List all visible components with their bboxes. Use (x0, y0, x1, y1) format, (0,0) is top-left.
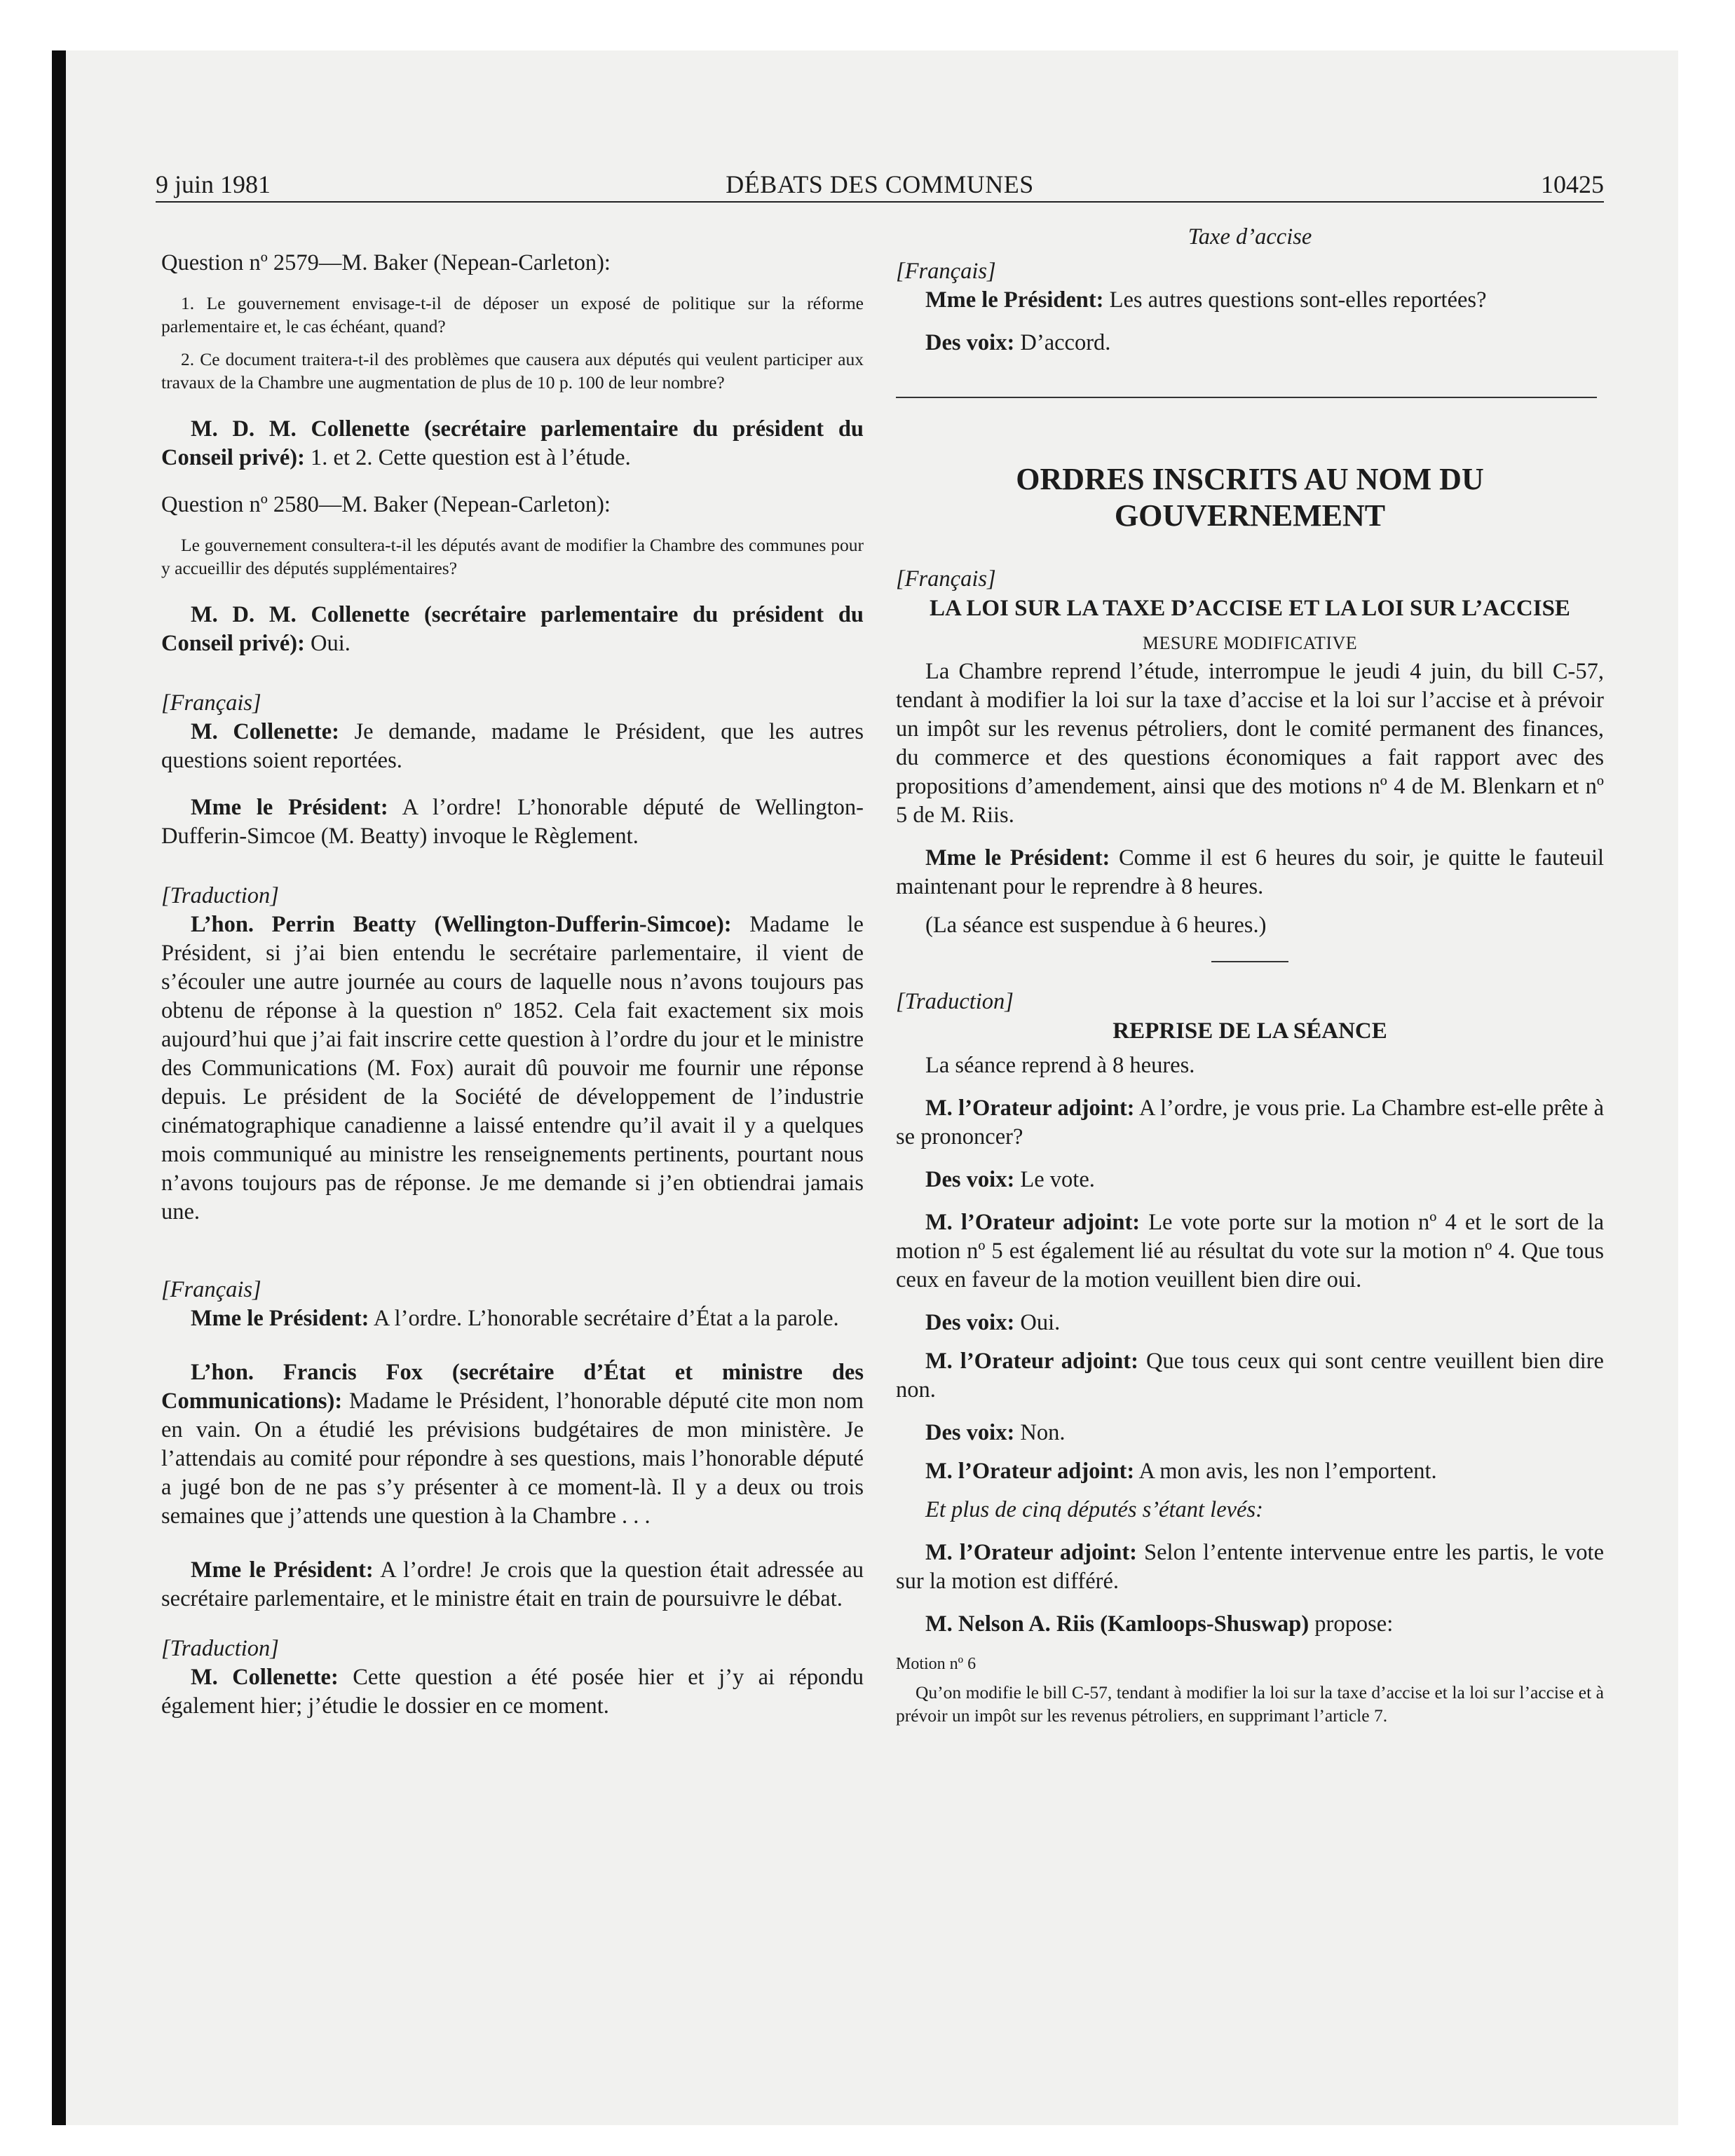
president-ruling-3 (161, 1556, 864, 1613)
language-tag-francais: [Français] (161, 1277, 261, 1302)
scan-edge-strip (52, 50, 66, 2125)
header-title: DÉBATS DES COMMUNES (726, 170, 1034, 198)
motion-text: Qu’on modifie le bill C-57, tendant à modifier la loi sur la taxe d’accise et la loi sur l’accise et à prévoir un impôt sur les revenus pétroliers, en supprimant l’article 7. (896, 1682, 1604, 1726)
deputy-speaker-3 (896, 1347, 1604, 1405)
speaker-name: Mme le Président: (191, 1306, 369, 1331)
page-header (156, 165, 1604, 205)
speaker-name: M. l’Orateur adjoint: (925, 1349, 1138, 1374)
section-divider (896, 397, 1597, 398)
riis-proposal (896, 1610, 1604, 1639)
speaker-name: Mme le Président: (925, 287, 1104, 313)
speech-text: Le vote. (1014, 1167, 1095, 1192)
president-ruling-2 (161, 1304, 864, 1333)
speech-text: D’accord. (1014, 330, 1111, 355)
voices-vote (896, 1166, 1604, 1194)
president-adjourn (896, 844, 1604, 901)
speaker-name: M. l’Orateur adjoint: (925, 1459, 1135, 1484)
speaker-name: Mme le Président: (925, 845, 1110, 871)
question-2579-part2: 2. Ce document traitera-t-il des problèmes que causera aux députés qui veulent participer aux travaux de la Chambre une augmentation de plus de 10 p. 100 de leur nombre? (161, 349, 864, 393)
voices-yes (896, 1309, 1604, 1337)
section-title-ordres: ORDRES INSCRITS AU NOM DU GOUVERNEMENT (1016, 462, 1484, 533)
speech-text: Non. (1014, 1420, 1066, 1445)
collenette-answer-1 (161, 415, 864, 472)
speech-text: Les autres questions sont-elles reportées? (1103, 287, 1487, 313)
running-topic-heading: Taxe d’accise (1188, 224, 1312, 250)
speaker-name: Des voix: (925, 1420, 1015, 1445)
speech-text: 1. et 2. Cette question est à l’étude. (304, 445, 631, 470)
speech-text: Comme il est 6 heures du soir, je quitte le fauteuil maintenant pour le reprendre à 8 heures. (896, 845, 1605, 899)
fox-speech (161, 1358, 864, 1531)
bill-title: LA LOI SUR LA TAXE D’ACCISE ET LA LOI SUR L’ACCISE (930, 596, 1570, 621)
section-title-reprise: REPRISE DE LA SÉANCE (1113, 1018, 1387, 1044)
speech-text: Oui. (304, 631, 351, 656)
speaker-name: Mme le Président: (191, 795, 388, 820)
speaker-name: M. Collenette: (191, 1665, 339, 1690)
language-tag-traduction: [Traduction] (161, 1636, 279, 1661)
beatty-speech (161, 910, 864, 1227)
speaker-name: M. Nelson A. Riis (Kamloops-Shuswap) (925, 1611, 1309, 1637)
deputy-speaker-1 (896, 1094, 1604, 1152)
speaker-name: L’hon. Perrin Beatty (Wellington-Dufferin-Simcoe): (191, 912, 732, 937)
speech-text: A l’ordre! Je crois que la question était adressée au secrétaire parlementaire, et le ministre était en train de poursuivre le débat. (161, 1557, 864, 1611)
language-tag-francais: [Français] (896, 566, 996, 592)
speech-text: Cette question a été posée hier et j’y ai répondu également hier; j’étudie le dossier en ce moment. (161, 1665, 864, 1719)
speech-text: Que tous ceux qui sont centre veuillent bien dire non. (896, 1349, 1604, 1403)
short-divider (1211, 961, 1288, 962)
speech-text: Madame le Président, l’honorable député cite mon nom en vain. On a étudié les prévisions budgétaires de mon ministère. Je l’attendais au comité pour répondre à ses questions, mais l’honorable député a jugé bon de ne pas s’y présenter à ce moment-là. Il y a deux ou trois semaines que j’attends une question à la Chambre . . . (161, 1389, 864, 1529)
header-page-number: 10425 (1541, 170, 1604, 198)
language-tag-francais: [Français] (161, 690, 261, 716)
speech-text: Selon l’entente intervenue entre les partis, le vote sur la motion est différé. (896, 1540, 1604, 1594)
speech-text: A l’ordre! L’honorable député de Wellington-Dufferin-Simcoe (M. Beatty) invoque le Règlement. (161, 795, 864, 849)
speaker-name: M. Collenette: (191, 719, 339, 744)
question-2579-heading: Question nº 2579—M. Baker (Nepean-Carleton): (161, 250, 611, 275)
motion-label: Motion nº 6 (896, 1655, 977, 1673)
speaker-name: M. l’Orateur adjoint: (925, 1210, 1141, 1235)
header-rule (156, 201, 1604, 203)
question-2580-heading: Question nº 2580—M. Baker (Nepean-Carleton): (161, 492, 611, 517)
voices-agree (896, 329, 1604, 357)
speaker-name: Des voix: (925, 1310, 1015, 1335)
speaker-name: M. D. M. Collenette (secrétaire parlementaire du président du Conseil privé): (161, 416, 864, 470)
bill-resumption-text: La Chambre reprend l’étude, interrompue le jeudi 4 juin, du bill C-57, tendant à modifier la loi sur la taxe d’accise et la loi sur l’accise et à prévoir un impôt sur les revenus pétroliers, dont le comité permanent des finances, du commerce et des questions économiques a fait rapport avec des propositions d’amendement, ainsi que des motions nº 4 de M. Blenkarn et nº 5 de M. Riis. (896, 659, 1604, 828)
speaker-name: Des voix: (925, 1167, 1015, 1192)
language-tag-traduction: [Traduction] (896, 989, 1014, 1014)
voices-no (896, 1419, 1604, 1447)
speaker-name: Mme le Président: (191, 1557, 374, 1583)
speech-text: propose: (1309, 1611, 1394, 1637)
left-column (161, 249, 864, 1721)
speech-text: A mon avis, les non l’emportent. (1134, 1459, 1437, 1484)
question-2580-text: Le gouvernement consultera-t-il les députés avant de modifier la Chambre des communes pour y accueillir des députés supplémentaires? (161, 535, 864, 578)
speech-text: A l’ordre. L’honorable secrétaire d’État a la parole. (369, 1306, 839, 1331)
collenette-final-answer (161, 1663, 864, 1721)
collenette-request (161, 718, 864, 775)
deputy-speaker-4 (896, 1457, 1604, 1486)
right-column (896, 223, 1604, 1727)
speaker-name: M. D. M. Collenette (secrétaire parlementaire du président du Conseil privé): (161, 602, 864, 656)
speaker-name: L’hon. Francis Fox (secrétaire d’État et ministre des Communications): (161, 1360, 864, 1414)
speech-text: Le vote porte sur la motion nº 4 et le sort de la motion nº 5 est également lié au résultat du vote sur la motion nº 4. Que tous ceux en faveur de la motion veuillent bien dire oui. (896, 1210, 1604, 1292)
bill-subtitle: MESURE MODIFICATIVE (1142, 633, 1358, 653)
collenette-answer-2 (161, 601, 864, 658)
question-2579-part1: 1. Le gouvernement envisage-t-il de déposer un exposé de politique sur la réforme parlementaire et, le cas échéant, quand? (161, 293, 864, 336)
speech-text: Madame le Président, si j’ai bien entendu le secrétaire parlementaire, il vient de s’écouler une autre journée au cours de laquelle nous n’avons toujours pas obtenu de réponse à la question nº 1852. Cela fait exactement six mois aujourd’hui que j’ai fait inscrire cette question à l’ordre du jour et le ministre des Communications (M. Fox) aurait dû pouvoir me fournir une réponse depuis. Le président de la Société de développement de l’industrie cinématographique canadienne a laissé entendre qu’il avait il y a quelques mois communiqué au ministre les renseignements pertinents, pourtant nous n’avons toujours pas de réponse. Je me demande si j’en obtiendrai jamais une. (161, 912, 864, 1224)
speech-text: Oui. (1014, 1310, 1061, 1335)
sitting-suspended: (La séance est suspendue à 6 heures.) (925, 913, 1267, 938)
speaker-name: M. l’Orateur adjoint: (925, 1540, 1137, 1565)
speech-text: Je demande, madame le Président, que les autres questions soient reportées. (161, 719, 864, 773)
president-ruling-1 (161, 793, 864, 851)
deputy-speaker-5 (896, 1538, 1604, 1596)
language-tag-traduction: [Traduction] (161, 883, 279, 908)
speech-text: A l’ordre, je vous prie. La Chambre est-elle prête à se prononcer? (896, 1096, 1605, 1149)
language-tag-francais: [Français] (896, 259, 996, 284)
speaker-name: M. l’Orateur adjoint: (925, 1096, 1135, 1121)
president-question (896, 286, 1604, 315)
speaker-name: Des voix: (925, 330, 1015, 355)
members-rising: Et plus de cinq députés s’étant levés: (925, 1497, 1263, 1522)
sitting-resumes: La séance reprend à 8 heures. (925, 1053, 1195, 1078)
header-date: 9 juin 1981 (156, 170, 271, 198)
deputy-speaker-2 (896, 1208, 1604, 1295)
